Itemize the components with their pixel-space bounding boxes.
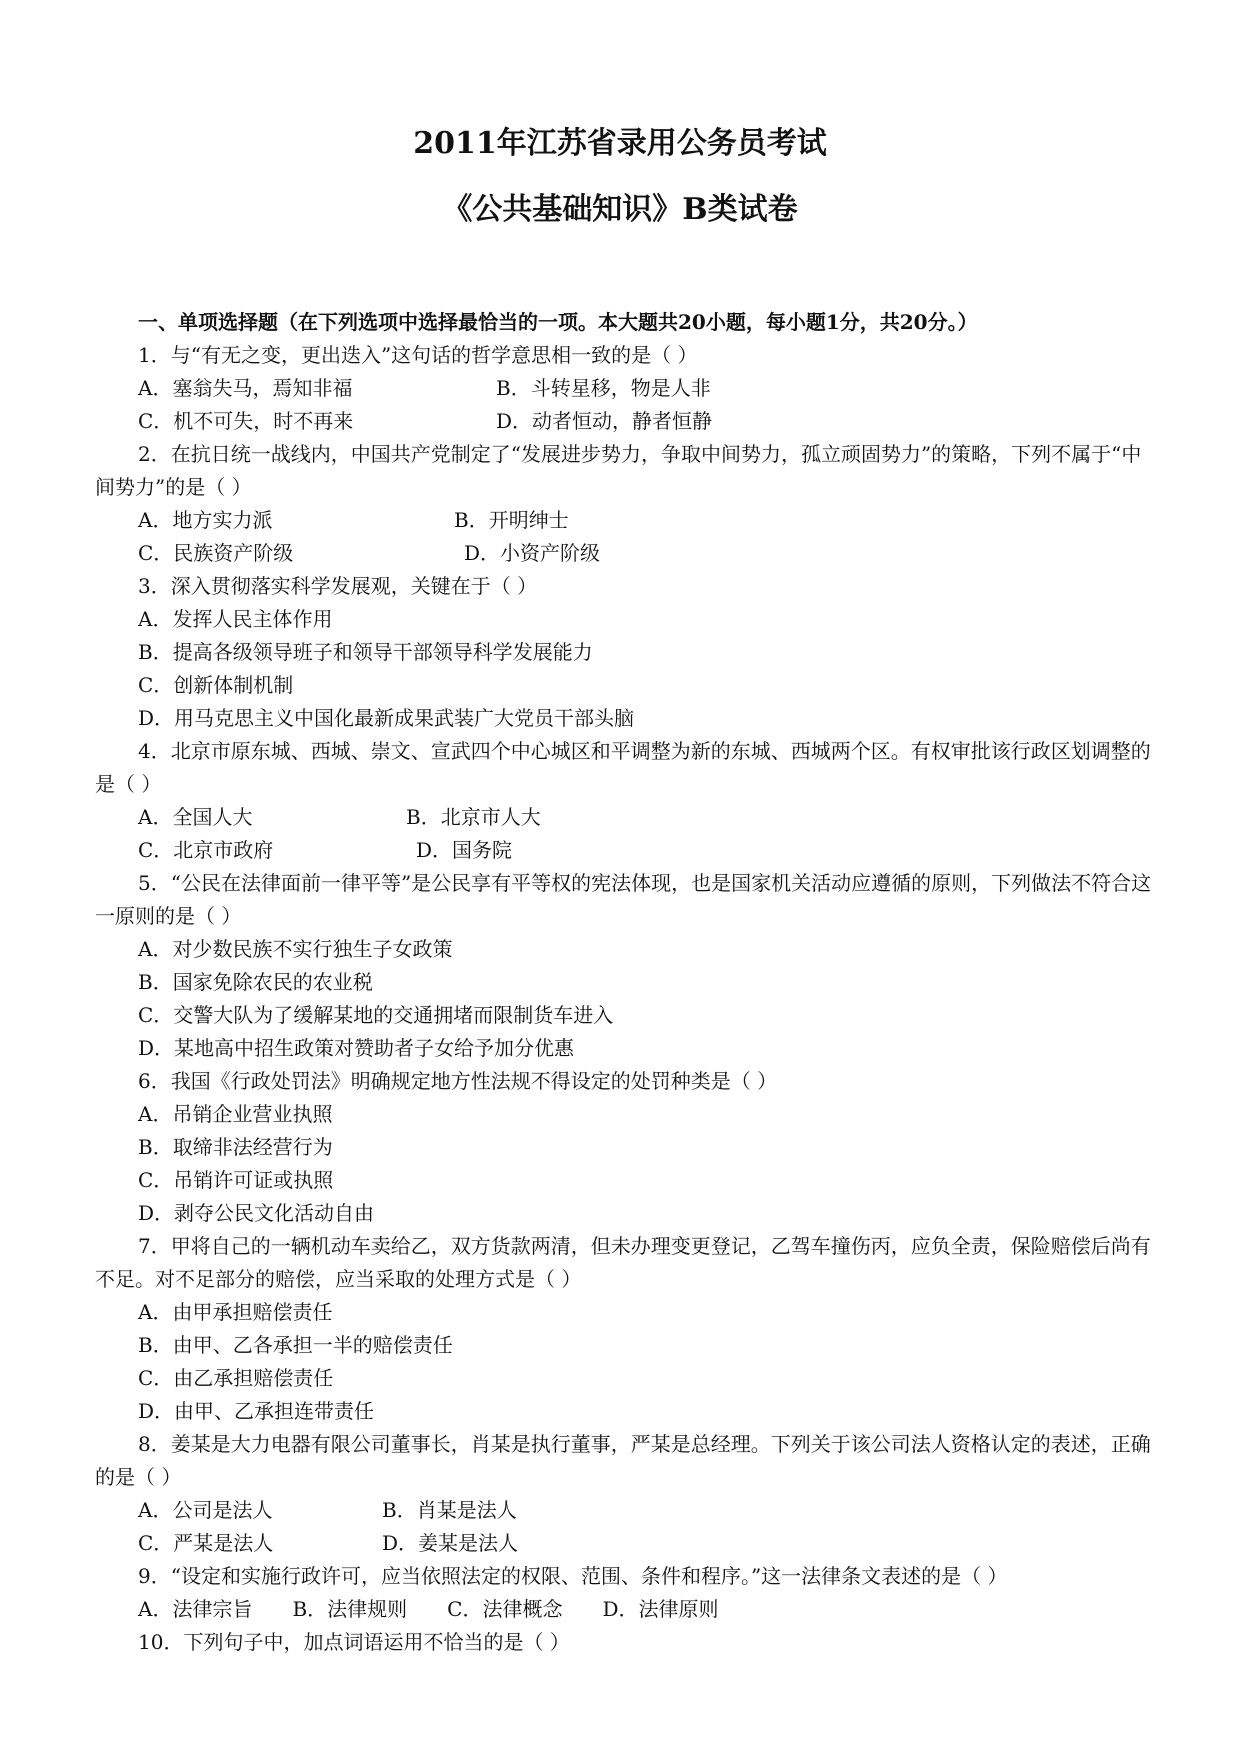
option-a: A．发挥人民主体作用: [138, 607, 333, 631]
option-c: C．机不可失，时不再来: [138, 409, 354, 433]
option-d: D．某地高中招生政策对赞助者子女给予加分优惠: [138, 1036, 575, 1060]
option-c: C．法律概念: [447, 1597, 563, 1621]
option-a: A．对少数民族不实行独生子女政策: [138, 937, 453, 961]
question-5: 5．“公民在法律面前一律平等”是公民享有平等权的宪法体现，也是国家机关活动应遵循的原则，下列做法不符合这一原则的是（ ）: [95, 871, 1152, 928]
option-a: A．法律宗旨: [138, 1597, 253, 1621]
question-1: 1．与“有无之变，更出迭入”这句话的哲学意思相一致的是（ ）: [138, 343, 698, 367]
exam-content: [95, 306, 1155, 1659]
option-c: C．民族资产阶级: [138, 541, 294, 565]
option-c: C．交警大队为了缓解某地的交通拥堵而限制货车进入: [138, 1003, 614, 1027]
option-row: [95, 1527, 1155, 1560]
option-a: A．由甲承担赔偿责任: [138, 1300, 333, 1324]
option-d: D．动者恒动，静者恒静: [496, 409, 713, 433]
option-b: B．取缔非法经营行为: [138, 1135, 333, 1159]
option-d: D．法律原则: [602, 1597, 719, 1621]
option-b: B．北京市人大: [406, 805, 541, 829]
option-d: D．国务院: [416, 838, 513, 862]
question-6: 6．我国《行政处罚法》明确规定地方性法规不得设定的处罚种类是（ ）: [138, 1069, 778, 1093]
option-a: A．吊销企业营业执照: [138, 1102, 333, 1126]
option-b: B．开明绅士: [454, 508, 569, 532]
section-heading: 一、单项选择题（在下列选项中选择最恰当的一项。本大题共20小题，每小题1分，共20分。）: [138, 310, 978, 334]
option-a: A．公司是法人: [138, 1498, 273, 1522]
option-b: B．斗转星移，物是人非: [496, 376, 711, 400]
option-b: B．由甲、乙各承担一半的赔偿责任: [138, 1333, 453, 1357]
option-c: C．吊销许可证或执照: [138, 1168, 334, 1192]
option-row: [95, 801, 1155, 834]
option-row: [95, 537, 1155, 570]
option-d: D．剥夺公民文化活动自由: [138, 1201, 375, 1225]
option-d: D．用马克思主义中国化最新成果武装广大党员干部头脑: [138, 706, 635, 730]
question-2: 2．在抗日统一战线内，中国共产党制定了“发展进步势力，争取中间势力，孤立顽固势力”的策略，下列不属于“中间势力”的是（ ）: [95, 442, 1142, 499]
option-c: C．北京市政府: [138, 838, 274, 862]
option-d: D．小资产阶级: [464, 541, 601, 565]
option-c: C．严某是法人: [138, 1531, 274, 1555]
option-b: B．法律规则: [292, 1597, 408, 1621]
option-d: D．姜某是法人: [382, 1531, 519, 1555]
option-a: A．全国人大: [138, 805, 253, 829]
option-d: D．由甲、乙承担连带责任: [138, 1399, 375, 1423]
exam-title: 2011年江苏省录用公务员考试: [413, 126, 827, 161]
option-a: A．塞翁失马，焉知非福: [138, 376, 353, 400]
exam-subtitle: 《公共基础知识》B类试卷: [442, 192, 798, 227]
question-7: 7．甲将自己的一辆机动车卖给乙，双方货款两清，但未办理变更登记，乙驾车撞伤丙，应负全责，保险赔偿后尚有不足。对不足部分的赔偿，应当采取的处理方式是（ ）: [95, 1234, 1151, 1291]
option-row: [95, 1593, 1155, 1626]
option-c: C．创新体制机制: [138, 673, 294, 697]
option-b: B．国家免除农民的农业税: [138, 970, 373, 994]
question-9: 9．“设定和实施行政许可，应当依照法定的权限、范围、条件和程序。”这一法律条文表述的是（ ）: [138, 1564, 1008, 1588]
question-3: 3．深入贯彻落实科学发展观，关键在于（ ）: [138, 574, 538, 598]
option-row: [95, 504, 1155, 537]
option-a: A．地方实力派: [138, 508, 273, 532]
option-row: [95, 405, 1155, 438]
question-4: 4．北京市原东城、西城、崇文、宣武四个中心城区和平调整为新的东城、西城两个区。有权审批该行政区划调整的是（ ）: [95, 739, 1151, 796]
question-10: 10．下列句子中，加点词语运用不恰当的是（ ）: [138, 1630, 570, 1654]
option-b: B．提高各级领导班子和领导干部领导科学发展能力: [138, 640, 593, 664]
option-b: B．肖某是法人: [382, 1498, 517, 1522]
option-row: [95, 834, 1155, 867]
question-8: 8．姜某是大力电器有限公司董事长，肖某是执行董事，严某是总经理。下列关于该公司法人资格认定的表述，正确的是（ ）: [95, 1432, 1151, 1489]
option-c: C．由乙承担赔偿责任: [138, 1366, 334, 1390]
option-row: [95, 372, 1155, 405]
option-row: [95, 1494, 1155, 1527]
